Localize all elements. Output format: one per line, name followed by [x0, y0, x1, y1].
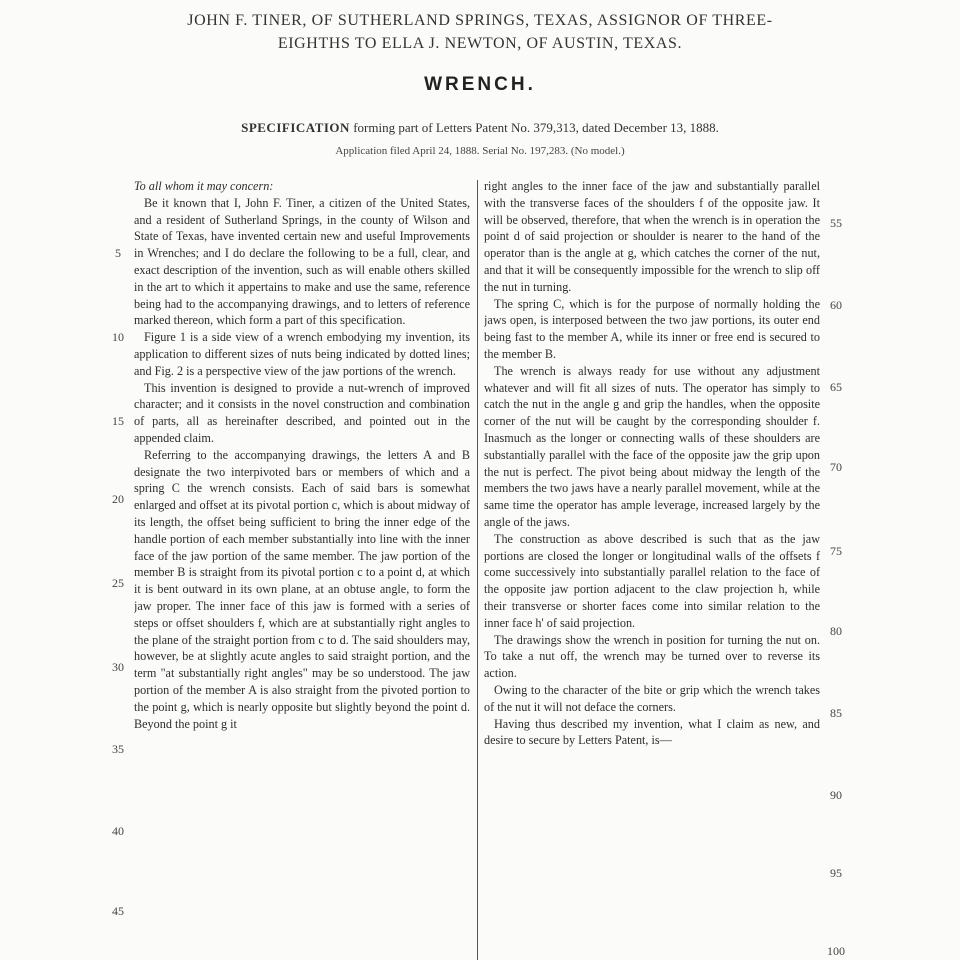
application-line: Application filed April 24, 1888. Serial No. 197,283. (No model.)	[335, 145, 625, 157]
paragraph: Be it known that I, John F. Tiner, a citizen of the United States, and a resident of Sutherland Springs, in the county of Wilson and State of Texas, have invented certain new and useful Improvements in Wrenches; and I do declare the following to be a full, clear, and exact description of the invention, such as will enable others skilled in the art to which it appertains to make and use the same, reference being had to the accompanying drawings, and to letters of reference marked thereon, which form a part of this specification.	[134, 195, 470, 328]
paragraph: The spring C, which is for the purpose of normally holding the jaws open, is interposed between the two jaw portions, its outer end being fast to the member A, while its inner or free end is secured to the member B.	[484, 296, 820, 361]
column-divider	[477, 180, 478, 960]
line-number: 75	[830, 544, 842, 558]
specification-line	[0, 120, 960, 136]
line-number: 5	[115, 246, 121, 260]
line-number: 100	[827, 944, 845, 958]
specification-text: forming part of Letters Patent No. 379,313, dated December 13, 1888.	[349, 120, 719, 135]
line-number: 20	[112, 492, 124, 506]
paragraph: right angles to the inner face of the jaw and substantially parallel with the transverse faces of the shoulders f of the opposite jaw. It will be observed, therefore, that when the wrench is in operation the point d of said projection or shoulder is nearer to the hand of the operator than is the angle at g, which catches the corner of the nut, and that it will be consequently impossible for the wrench to slip off the nut in turning.	[484, 179, 820, 294]
line-number: 40	[112, 824, 124, 838]
line-number: 60	[830, 298, 842, 312]
line-number: 15	[112, 414, 124, 428]
line-number: 45	[112, 904, 124, 918]
line-number: 70	[830, 460, 842, 474]
line-number: 95	[830, 866, 842, 880]
line-number: 80	[830, 624, 842, 638]
right-column	[484, 178, 820, 960]
line-number: 25	[112, 576, 124, 590]
paragraph: Referring to the accompanying drawings, the letters A and B designate the two interpivoted bars or members of which and a spring C the wrench consists. Each of said bars is somewhat enlarged and offset at its pivotal portion c, which is about midway of its length, the offset being sufficient to bring the inner edge of the handle portion of each member substantially into line with the inner face of the jaw portion of the same member. The jaw portion of the member B is straight from its pivotal portion c to a point d, at which it is bent outward in its own plane, at an obtuse angle, to form the jaw proper. The inner face of this jaw is formed with a series of steps or offset shoulders f, which are at substantially right angles to the plane of the straight portion from c to d. The said shoulders may, however, be at slightly acute angles to said straight portion, and the term "at substantially right angles" may be so understood. The jaw portion of the member A is also straight from the pivoted portion to the point g, which is nearly opposite but slightly beyond the point d. Beyond the point g it	[134, 447, 470, 731]
paragraph: This invention is designed to provide a nut-wrench of improved character; and it consists in the novel construction and combination of parts, all as hereinafter described, and pointed out in the appended claim.	[134, 380, 470, 445]
header-line-1: JOHN F. TINER, OF SUTHERLAND SPRINGS, TEXAS, ASSIGNOR OF THREE-	[187, 12, 773, 29]
line-number: 35	[112, 742, 124, 756]
left-column	[134, 178, 470, 960]
line-number: 10	[112, 330, 124, 344]
paragraph: Having thus described my invention, what I claim as new, and desire to secure by Letters Patent, is—	[484, 716, 820, 748]
line-number: 55	[830, 216, 842, 230]
salutation: To all whom it may concern:	[134, 179, 274, 193]
line-number: 85	[830, 706, 842, 720]
line-number: 65	[830, 380, 842, 394]
paragraph: Figure 1 is a side view of a wrench embodying my invention, its application to different sizes of nuts being indicated by dotted lines; and Fig. 2 is a perspective view of the jaw portions of the wrench.	[134, 330, 470, 378]
line-number: 30	[112, 660, 124, 674]
specification-label: SPECIFICATION	[241, 120, 350, 135]
paragraph: Owing to the character of the bite or grip which the wrench takes of the nut it will not deface the corners.	[484, 682, 820, 714]
paragraph: The construction as above described is such that as the jaw portions are closed the longer or longitudinal walls of the offsets f come successively into substantially parallel relation to the face of the opposite jaw portion adjacent to the claw projection h, while their transverse or shorter faces come into similar relation to the inner face h' of said projection.	[484, 531, 820, 630]
document-title: WRENCH.	[424, 74, 536, 95]
paragraph: The drawings show the wrench in position for turning the nut on. To take a nut off, the wrench may be turned over to reverse its action.	[484, 632, 820, 681]
paragraph: The wrench is always ready for use without any adjustment whatever and will fit all sizes of nuts. The operator has simply to catch the nut in the angle g and grip the handles, when the opposite corner of the nut will be caught by the corresponding shoulder f. Inasmuch as the longer or connecting walls of these shoulders are substantially parallel with the face of the opposite jaw the grip upon the nut is perfect. The pivot being about midway the length of the members the two jaws have a nearly parallel movement, while at the same time the operator has ample leverage, increased largely by the angle of the jaws.	[484, 363, 820, 529]
line-number: 90	[830, 788, 842, 802]
header-line-2: EIGHTHS TO ELLA J. NEWTON, OF AUSTIN, TEXAS.	[277, 35, 683, 52]
